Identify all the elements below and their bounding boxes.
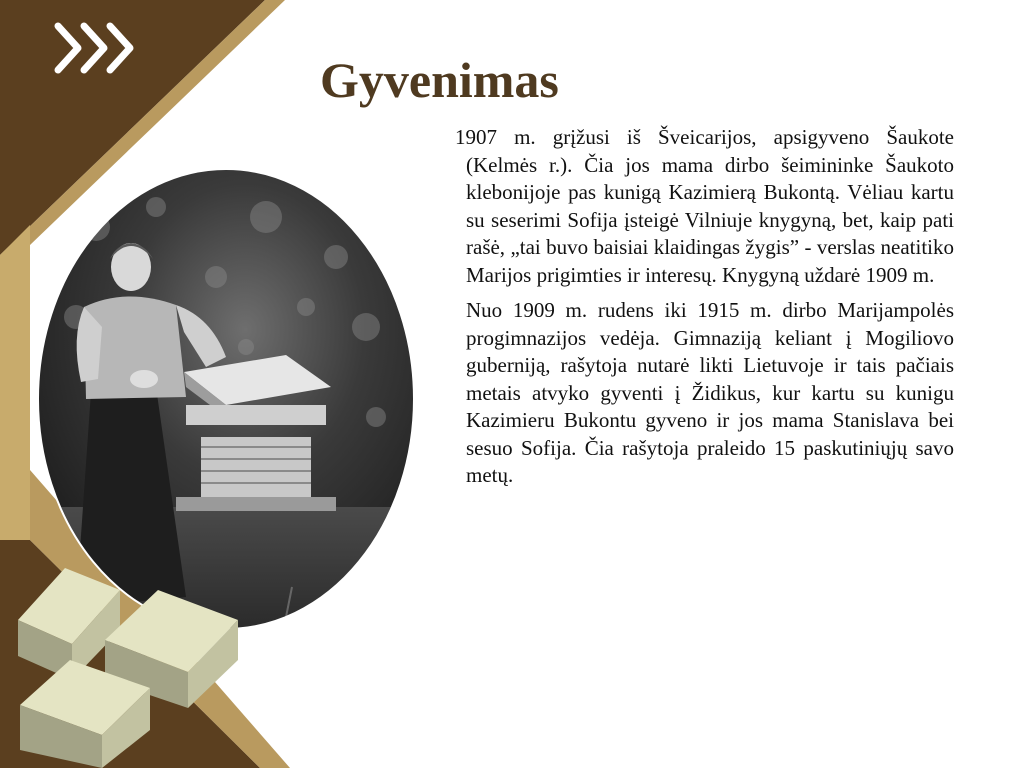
- paragraph-1: 1907 m. grįžusi iš Šveicarijos, apsigyveno Šaukote (Kelmės r.). Čia jos mama dirbo šeimininke Šaukoto klebonijoje pas kunigą Kazimierą Bukontą. Vėliau kartu su seserimi Sofija įsteigė Vilniuje knygyną, bet, kaip pati rašė, „tai buvo baisiai klaidingas žygis” - verslas neatitiko Marijos prigimties ir interesų. Knygyną uždarė 1909 m.: [455, 125, 954, 287]
- slide-title: Gyvenimas: [320, 52, 559, 108]
- paragraph-2: Nuo 1909 m. rudens iki 1915 m. dirbo Marijampolės progimnazijos vedėja. Gimnaziją keliant į Mogiliovo guberniją, rašytoja nutarė likti Lietuvoje ir tais pačiais metais atvyko gyventi į Židikus, kur kartu su kunigu Kazimieru Bukontu gyveno ir jos mama Stanislava bei sesuo Sofija. Čia rašytoja praleido 15 paskutiniųjų savo metų.: [466, 298, 954, 487]
- cubes-decoration: [10, 560, 250, 768]
- chevrons-icon: [52, 22, 136, 74]
- body-text: [455, 124, 954, 498]
